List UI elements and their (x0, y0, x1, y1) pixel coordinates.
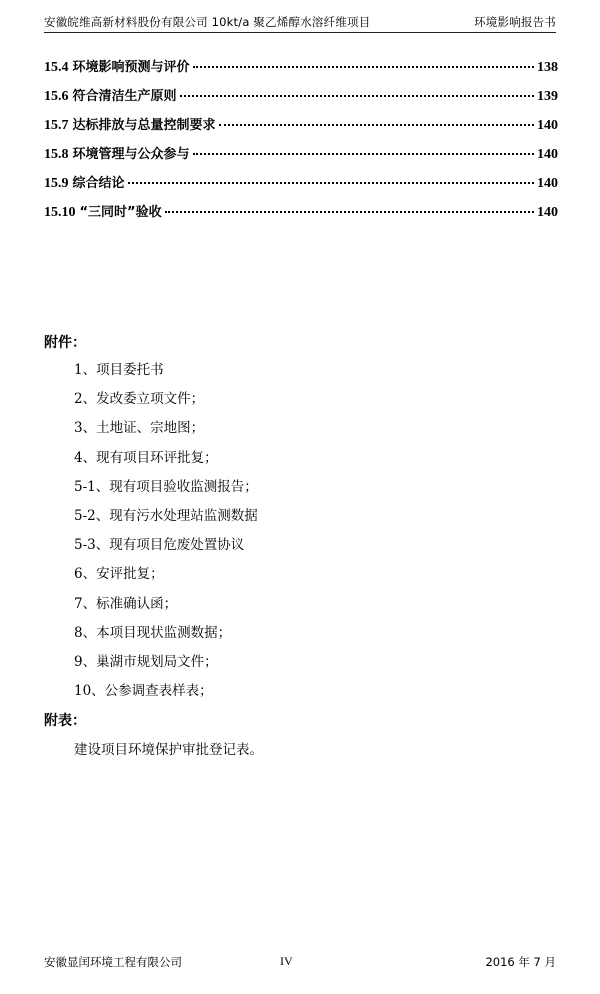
toc-entry-page: 140 (537, 176, 558, 191)
toc-entry-title: 符合清洁生产原则 (72, 89, 177, 104)
toc-dot-leader (219, 124, 534, 126)
toc-entry[interactable] (44, 201, 558, 230)
toc-entry[interactable] (44, 172, 558, 201)
toc-entry-page: 140 (537, 147, 558, 162)
attachments-heading: 附件： (44, 335, 86, 351)
toc-entry-title: “三同时”验收 (79, 205, 162, 220)
toc-entry[interactable] (44, 56, 558, 85)
toc-entry[interactable] (44, 143, 558, 172)
toc-entry-number: 15.10 (44, 205, 76, 220)
header-doc-type: 环境影响报告书 (474, 15, 556, 29)
list-item: 6、安评批复； (74, 566, 164, 583)
toc-entry-number: 15.9 (44, 176, 69, 191)
footer-company: 安徽显闰环境工程有限公司 (44, 955, 182, 969)
toc-entry-page: 140 (537, 118, 558, 133)
page-header (44, 6, 556, 33)
toc-entry-number: 15.7 (44, 118, 69, 133)
list-item: 1、项目委托书 (74, 362, 164, 378)
toc-entry-title: 环境影响预测与评价 (72, 60, 190, 75)
list-item: 7、标准确认函； (74, 595, 178, 612)
toc-entry-title: 达标排放与总量控制要求 (72, 118, 216, 133)
toc-entry[interactable] (44, 114, 558, 143)
toc-entry-page: 140 (537, 205, 558, 220)
toc-entry-page: 138 (537, 60, 558, 75)
toc-entry[interactable] (44, 85, 558, 114)
toc-entry-title: 综合结论 (72, 176, 125, 191)
table-of-contents (44, 56, 558, 230)
footer-date: 2016 年 7 月 (485, 955, 556, 969)
toc-entry-number: 15.4 (44, 60, 69, 75)
list-item: 5-3、现有项目危废处置协议 (74, 537, 245, 554)
attachments-list (74, 358, 258, 708)
toc-dot-leader (180, 95, 534, 97)
list-item: 3、土地证、宗地图； (74, 420, 205, 437)
header-project-title: 安徽皖维高新材料股份有限公司 10kt/a 聚乙烯醇水溶纤维项目 (44, 15, 371, 29)
list-item: 5-2、现有污水处理站监测数据 (74, 507, 258, 524)
list-item: 2、发改委立项文件； (74, 391, 205, 408)
list-item: 9、巢湖市规划局文件； (74, 653, 218, 670)
toc-entry-number: 15.6 (44, 89, 69, 104)
toc-dot-leader (128, 182, 534, 184)
toc-dot-leader (165, 211, 534, 213)
page-footer (44, 950, 556, 974)
toc-entry-page: 139 (537, 89, 558, 104)
schedule-item: 建设项目环境保护审批登记表。 (74, 742, 263, 758)
list-item: 4、现有项目环评批复； (74, 449, 218, 466)
toc-entry-number: 15.8 (44, 147, 69, 162)
page-number: IV (280, 954, 293, 968)
list-item: 5-1、现有项目验收监测报告； (74, 478, 258, 495)
toc-dot-leader (193, 153, 534, 155)
list-item: 8、本项目现状监测数据； (74, 624, 232, 641)
schedules-heading: 附表： (44, 713, 86, 729)
toc-entry-title: 环境管理与公众参与 (72, 147, 190, 162)
list-item: 10、公参调查表样表； (74, 683, 213, 700)
toc-dot-leader (193, 66, 534, 68)
